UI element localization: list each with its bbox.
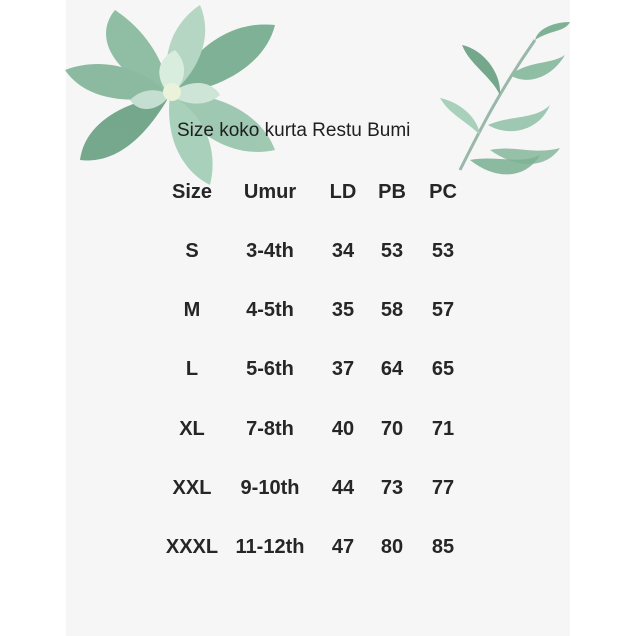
cell-size: L xyxy=(185,358,199,380)
cell-ld: 34 xyxy=(331,240,355,262)
cell-pc: 65 xyxy=(431,358,455,380)
cell-size: XXL xyxy=(172,477,212,499)
cell-size: XXXL xyxy=(165,536,219,558)
cell-pb: 80 xyxy=(380,536,404,558)
cell-pc: 85 xyxy=(431,536,455,558)
cell-pc: 77 xyxy=(431,477,455,499)
cell-umur: 11-12th xyxy=(235,536,305,558)
leaf-branch-illustration xyxy=(440,20,575,195)
cell-pb: 73 xyxy=(380,477,404,499)
cell-pb: 64 xyxy=(380,358,404,380)
cell-pc: 53 xyxy=(431,240,455,262)
page-title: Size koko kurta Restu Bumi xyxy=(177,120,411,141)
header-umur: Umur xyxy=(243,181,297,203)
cell-umur: 3-4th xyxy=(246,240,294,262)
cell-size: XL xyxy=(179,418,205,440)
cell-umur: 9-10th xyxy=(240,477,300,499)
cell-size: M xyxy=(183,299,201,321)
cell-pb: 70 xyxy=(380,418,404,440)
header-pb: PB xyxy=(378,181,406,203)
cell-pc: 71 xyxy=(431,418,455,440)
cell-umur: 7-8th xyxy=(246,418,294,440)
cell-pb: 58 xyxy=(380,299,404,321)
cell-umur: 4-5th xyxy=(246,299,294,321)
cell-pb: 53 xyxy=(380,240,404,262)
cell-ld: 40 xyxy=(331,418,355,440)
header-pc: PC xyxy=(429,181,457,203)
cell-ld: 47 xyxy=(331,536,355,558)
cell-umur: 5-6th xyxy=(246,358,294,380)
succulent-illustration xyxy=(60,0,290,190)
cell-ld: 44 xyxy=(331,477,355,499)
header-ld: LD xyxy=(329,181,357,203)
cell-ld: 37 xyxy=(331,358,355,380)
cell-size: S xyxy=(185,240,199,262)
header-size: Size xyxy=(171,181,213,203)
cell-pc: 57 xyxy=(431,299,455,321)
cell-ld: 35 xyxy=(331,299,355,321)
